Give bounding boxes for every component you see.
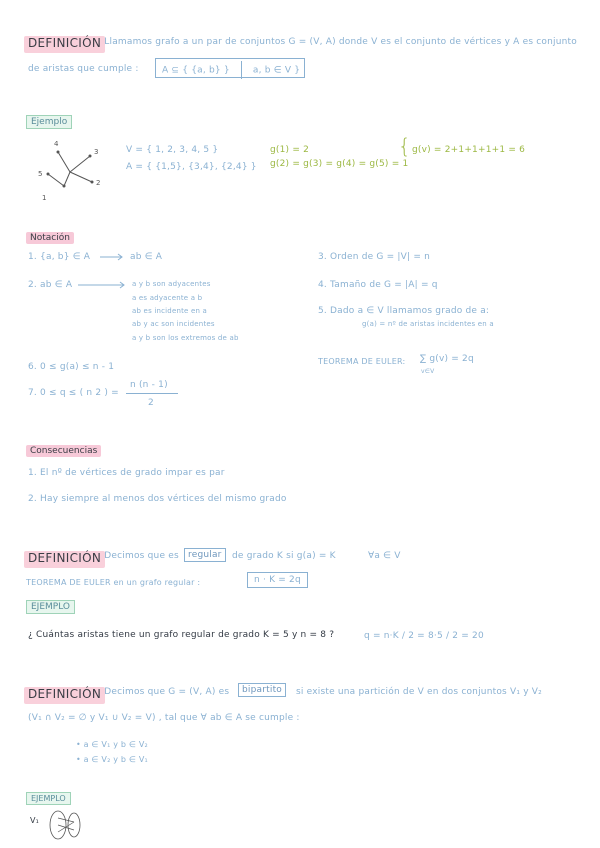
not-n4: 4. Tamaño de G = |A| = q <box>318 280 438 290</box>
notacion-title-wrap <box>26 225 74 244</box>
def3-text-a: : Decimos que G = (V, A) es <box>98 687 230 697</box>
consec-c2: 2. Hay siempre al menos dos vértices del mismo grado <box>28 494 287 504</box>
not-n2: 2. ab ∈ A <box>28 280 73 290</box>
def2-title-wrap <box>28 547 101 566</box>
def3-bipartite-sketch <box>44 808 84 842</box>
ej1-g1: g(1) = 2 <box>270 145 310 155</box>
edge-3-4 <box>70 156 90 172</box>
node-2-label: 2 <box>96 179 101 187</box>
consec-title: Consecuencias <box>26 445 101 457</box>
def3-text-b: si existe una partición de V en dos conjuntos V₁ y V₂ <box>296 687 542 697</box>
def3-v1: V₁ <box>30 816 40 825</box>
ej1-label: Ejemplo <box>26 115 72 129</box>
not-euler-label: TEOREMA DE EULER: <box>318 357 406 366</box>
def2-ej-label: EJEMPLO <box>26 600 75 614</box>
node-2-dot <box>91 181 94 184</box>
def3-ej-label: EJEMPLO <box>26 792 71 805</box>
def1-set-box <box>155 58 305 78</box>
def1-set-a: A ⊆ { {a, b} } <box>162 65 230 76</box>
def2-euler-box: n · K = 2q <box>247 572 308 588</box>
edge-1-mid <box>64 172 70 186</box>
not-n7: 7. 0 ≤ q ≤ ( n 2 ) = <box>28 388 119 398</box>
not-n2-i4: a y b son los extremos de ab <box>132 334 239 342</box>
def2-forall: ∀a ∈ V <box>368 551 401 561</box>
def1-line1: : Llamamos grafo a un par de conjuntos G = (V, A) donde V es el conjunto de vértices y A es conjunto <box>98 37 577 47</box>
not-n2-arrow <box>78 280 128 290</box>
edge-4-2 <box>58 152 70 172</box>
not-euler-sub: v∈V <box>421 368 435 375</box>
not-n7-fraction-bar <box>126 393 178 394</box>
not-n1: 1. {a, b} ∈ A <box>28 252 91 262</box>
node-3-dot <box>89 155 92 158</box>
node-3-label: 3 <box>94 148 99 156</box>
consec-c1: 1. El nº de vértices de grado impar es par <box>28 468 225 478</box>
ej1-brace: { <box>398 134 411 158</box>
node-5-dot <box>47 173 50 176</box>
def1-set-b: a, b ∈ V } <box>252 65 301 76</box>
def2-euler: TEOREMA DE EULER en un grafo regular : <box>26 578 201 587</box>
not-n5b: g(a) = nº de aristas incidentes en a <box>362 320 494 328</box>
def1-title: DEFINICIÓN <box>28 36 102 50</box>
not-n7-num: n (n - 1) <box>130 380 168 390</box>
node-4-dot <box>57 151 60 154</box>
ej1-sum: g(v) = 2+1+1+1+1 = 6 <box>412 145 526 155</box>
def3-title-wrap <box>28 683 101 702</box>
not-n1-result: ab ∈ A <box>130 252 163 262</box>
def3-b1: • a ∈ V₁ y b ∈ V₂ <box>76 740 148 749</box>
node-1-label: 1 <box>42 194 47 202</box>
def2-text-b: de grado K si g(a) = K <box>232 551 336 561</box>
not-n2-i1: a es adyacente a b <box>132 294 203 302</box>
def3-title: DEFINICIÓN <box>28 687 102 701</box>
edge-5-1 <box>48 174 64 186</box>
def1-title-wrap <box>28 32 101 51</box>
not-n5a: 5. Dado a ∈ V llamamos grado de a: <box>318 306 490 316</box>
not-n7-den: 2 <box>148 398 154 408</box>
not-n3: 3. Orden de G = |V| = n <box>318 252 431 262</box>
node-1-dot <box>63 185 66 188</box>
def1-divider <box>241 61 242 79</box>
not-n6: 6. 0 ≤ g(a) ≤ n - 1 <box>28 362 115 372</box>
not-euler-formula: ∑ g(v) = 2q <box>420 354 474 364</box>
consec-title-wrap <box>26 438 101 457</box>
ej1-g2: g(2) = g(3) = g(4) = g(5) = 1 <box>270 159 409 169</box>
def2-regular: regular <box>184 548 226 562</box>
ej1-a-set: A = { {1,5}, {3,4}, {2,4} } <box>126 162 257 172</box>
ej1-graph <box>30 138 110 204</box>
not-n2-i0: a y b son adyacentes <box>132 280 211 288</box>
notacion-title: Notación <box>26 232 74 244</box>
not-n2-i2: ab es incidente en a <box>132 307 208 315</box>
def3-bipartito: bipartito <box>238 683 286 697</box>
def2-title: DEFINICIÓN <box>28 551 102 565</box>
def2-question: ¿ Cuántas aristas tiene un grafo regular de grado K = 5 y n = 8 ? <box>28 630 335 640</box>
node-5-label: 5 <box>38 170 43 178</box>
not-n2-i3: ab y ac son incidentes <box>132 320 215 328</box>
edge-2-mid <box>70 172 92 182</box>
ej1-v-set: V = { 1, 2, 3, 4, 5 } <box>126 145 219 155</box>
def3-line2: (V₁ ∩ V₂ = ∅ y V₁ ∪ V₂ = V) , tal que ∀ ab ∈ A se cumple : <box>28 713 300 723</box>
def3-b2: • a ∈ V₂ y b ∈ V₁ <box>76 755 148 764</box>
def1-line2: de aristas que cumple : <box>28 64 139 74</box>
not-n1-arrow <box>100 252 126 262</box>
def2-text-a: : Decimos que es <box>98 551 179 561</box>
node-4-label: 4 <box>54 140 59 148</box>
def2-answer: q = n·K / 2 = 8·5 / 2 = 20 <box>364 631 484 641</box>
